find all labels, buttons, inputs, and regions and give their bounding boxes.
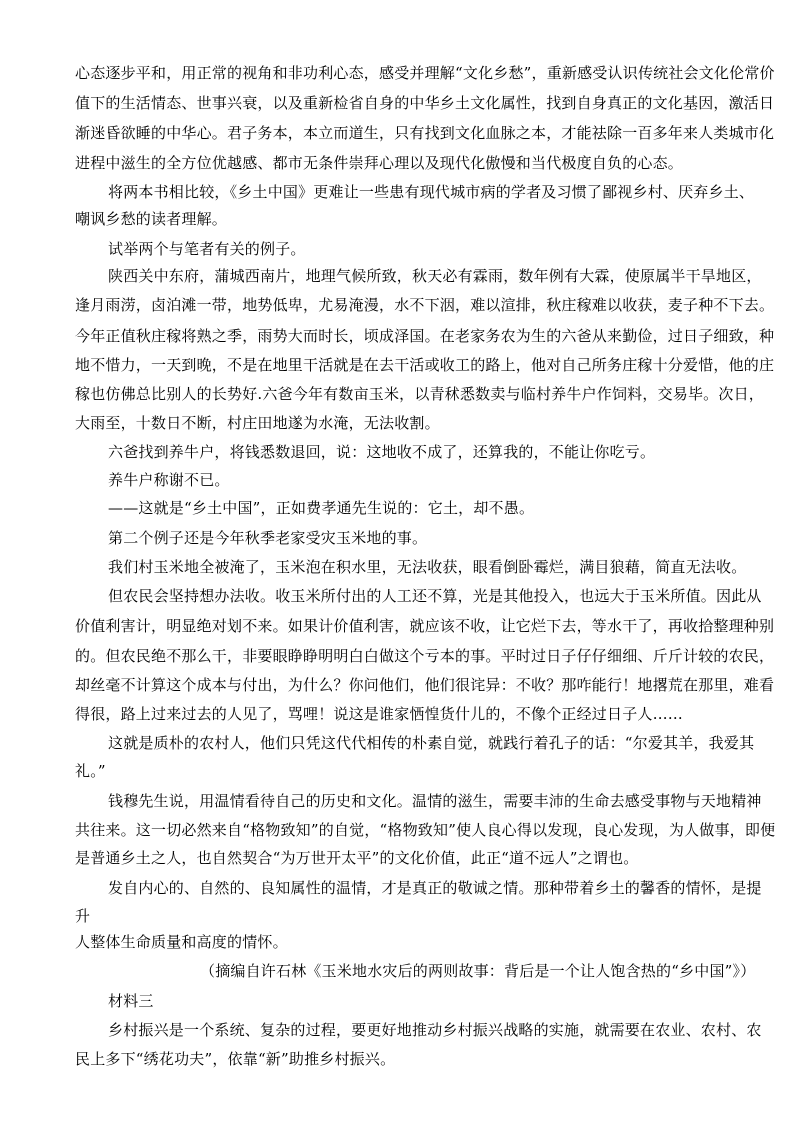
text-line: 这就是质朴的农村人，他们只凭这代代相传的朴素自觉，就践行着孔子的话：“尔爱其羊，我爱其 [108,734,755,752]
text-line: 六爸找到养牛户，将钱悉数退回，说：这地收不成了，还算我的，不能让你吃亏。 [108,443,656,461]
text-line: 却丝毫不计算这个成本与付出，为什么？你问他们，他们很诧异：不收？那咋能行！地撂荒在那里，难看 [75,676,775,694]
text-line: 民上多下“绣花功夫”，依靠“新”助推乡村振兴。 [75,1050,396,1068]
text-line: 进程中滋生的全方位优越感、都市无条件崇拜心理以及现代化傲慢和当代极度自负的心态。 [75,154,684,172]
text-line: 逢月雨涝，卤泊滩一带，地势低卑，尤易淹漫，水不下洇，难以渲排，秋庄稼难以收获，麦子种不下去。 [75,296,775,314]
text-line: 养牛户称谢不已。 [108,471,230,489]
text-line: 渐迷昏欲睡的中华心。君子务本，本立而道生，只有找到文化血脉之本，才能祛除一百多年来人类城市化 [75,124,775,142]
text-line: 今年正值秋庄稼将熟之季，雨势大而时长，顷成泽国。在老家务农为生的六爸从来勤俭，过日子细致，种 [75,327,775,345]
text-line: 的。但农民绝不那么干，非要眼睁睁明明白白做这个亏本的事。平时过日子仔仔细细、斤斤计较的农民， [75,647,775,665]
text-line: 升 [75,907,91,925]
text-line: 价值利害计，明显绝对划不来。如果计价值利害，就应该不收，让它烂下去，等水干了，再收拾整理种别 [75,617,775,635]
text-line: ——这就是“乡土中国”，正如费孝通先生说的：它土，却不愚。 [108,499,535,517]
text-line: 值下的生活情态、世事兴衰，以及重新检省自身的中华乡土文化属性，找到自身真正的文化基因，激活日 [75,94,775,112]
text-line: 礼。” [75,762,106,780]
text-line: 但农民会坚持想办法收。收玉米所付出的人工还不算，光是其他投入，也远大于玉米所值。因此从 [108,587,762,605]
text-line: 得很，路上过来过去的人见了，骂哩！说这是谁家恓惶货什儿的，不像个正经过日子人…… [75,705,684,723]
text-line: 地不惜力，一天到晚，不是在地里干活就是在去干活或收工的路上，他对自己所务庄稼十分爱惜，他的庄 [75,356,775,374]
source-citation: （摘编自许石林《玉米地水灾后的两则故事：背后是一个让人饱含热的“乡中国”》） [200,962,756,980]
text-line: 陕西关中东府，蒲城西南片，地理气候所致，秋天必有霖雨，数年例有大霖，使原属半干旱地区， [108,267,762,285]
section-heading: 材料三 [108,992,154,1010]
text-line: 第二个例子还是今年秋季老家受灾玉米地的事。 [108,529,428,547]
text-line: 试举两个与笔者有关的例子。 [108,240,306,258]
text-line: 共往来。这一切必然来自“格物致知”的自觉，“格物致知”使人良心得以发现，良心发现，为人做事，即便 [75,821,776,839]
text-line: 大雨至，十数日不断，村庄田地遂为水淹，无法收割。 [75,414,440,432]
text-line: 嘲讽乡愁的读者理解。 [75,210,228,228]
text-line: 发自内心的、自然的、良知属性的温情，才是真正的敬诚之情。那种带着乡土的馨香的情怀，是提 [108,879,762,897]
text-line: 稼也仿佛总比别人的长势好.六爸今年有数亩玉米，以青秫悉数卖与临村养牛户作饲料，交易毕。次日， [75,385,764,403]
text-line: 将两本书相比较，《乡土中国》更难让一些患有现代城市病的学者及习惯了鄙视乡村、厌弃乡土、 [108,183,755,201]
text-line: 我们村玉米地全被淹了，玉米泡在积水里，无法收获，眼看倒卧霉烂，满目狼藉，简直无法收。 [108,558,747,576]
text-line: 钱穆先生说，用温情看待自己的历史和文化。温情的滋生，需要丰沛的生命去感受事物与天地精神 [108,792,762,810]
text-line: 心态逐步平和，用正常的视角和非功利心态，感受并理解“文化乡愁”，重新感受认识传统社会文化伦常价 [75,64,775,82]
text-line: 人整体生命质量和高度的情怀。 [75,933,288,951]
text-line: 乡村振兴是一个系统、复杂的过程，要更好地推动乡村振兴战略的实施，就需要在农业、农村、农 [108,1021,762,1039]
text-line: 是普通乡土之人，也自然契合“为万世开太平”的文化价值，此正“道不远人”之谓也。 [75,849,639,867]
